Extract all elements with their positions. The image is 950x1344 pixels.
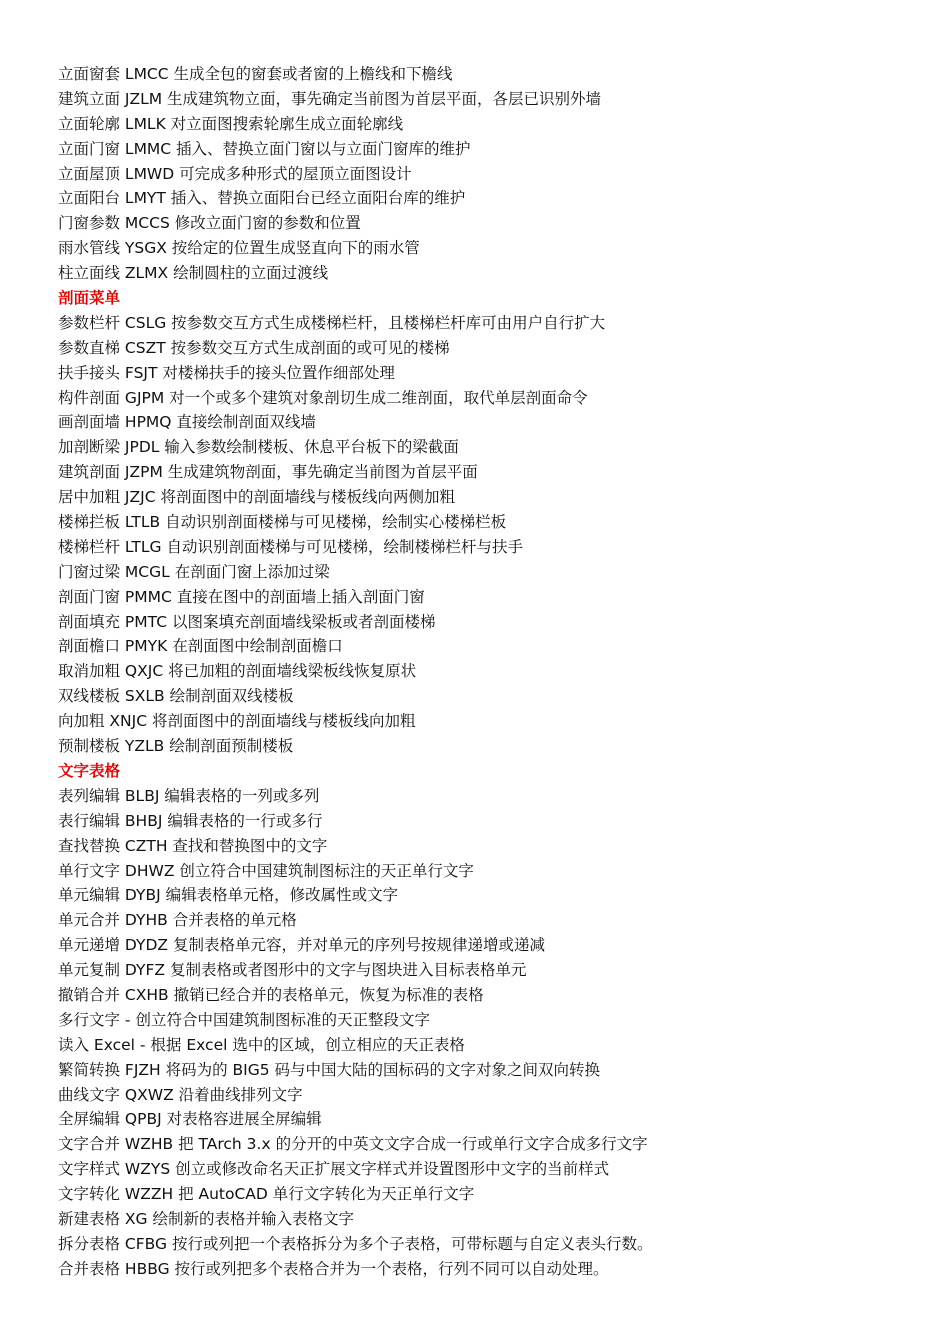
list-item: 单元递增 DYDZ 复制表格单元容，并对单元的序列号按规律递增或递减 bbox=[58, 936, 545, 955]
list-item: 多行文字 - 创立符合中国建筑制图标准的天正整段文字 bbox=[58, 1010, 430, 1029]
list-item: 参数栏杆 CSLG 按参数交互方式生成楼梯栏杆，且楼梯栏杆库可由用户自行扩大 bbox=[58, 313, 606, 332]
list-item: 向加粗 XNJC 将剖面图中的剖面墙线与楼板线向加粗 bbox=[58, 712, 416, 731]
list-item: 合并表格 HBBG 按行或列把多个表格合并为一个表格，行列不同可以自动处理。 bbox=[58, 1259, 609, 1278]
list-item: 曲线文字 QXWZ 沿着曲线排列文字 bbox=[58, 1085, 303, 1104]
list-item: 立面窗套 LMCC 生成全包的窗套或者窗的上檐线和下檐线 bbox=[58, 65, 453, 83]
list-item: 拆分表格 CFBG 按行或列把一个表格拆分为多个子表格，可带标题与自定义表头行数。 bbox=[58, 1234, 653, 1253]
list-item: 预制楼板 YZLB 绘制剖面预制楼板 bbox=[58, 737, 294, 756]
list-item: 参数直梯 CSZT 按参数交互方式生成剖面的或可见的楼梯 bbox=[58, 338, 450, 357]
list-item: 立面阳台 LMYT 插入、替换立面阳台已经立面阳台库的维护 bbox=[58, 189, 466, 208]
list-item: 雨水管线 YSGX 按给定的位置生成竖直向下的雨水管 bbox=[58, 239, 420, 258]
list-item: 扶手接头 FSJT 对楼梯扶手的接头位置作细部处理 bbox=[58, 363, 395, 382]
list-item: 剖面门窗 PMMC 直接在图中的剖面墙上插入剖面门窗 bbox=[58, 587, 425, 606]
list-item: 双线楼板 SXLB 绘制剖面双线楼板 bbox=[58, 687, 294, 706]
list-item: 立面屋顶 LMWD 可完成多种形式的屋顶立面图设计 bbox=[58, 164, 412, 183]
list-item: 文字转化 WZZH 把 AutoCAD 单行文字转化为天正单行文字 bbox=[58, 1185, 475, 1204]
list-item: 撤销合并 CXHB 撤销已经合并的表格单元，恢复为标准的表格 bbox=[58, 985, 484, 1004]
list-item: 立面轮廓 LMLK 对立面图搜索轮廓生成立面轮廓线 bbox=[58, 114, 404, 133]
section-text-table bbox=[58, 759, 918, 1282]
list-item: 取消加粗 QXJC 将已加粗的剖面墙线梁板线恢复原状 bbox=[58, 662, 417, 681]
list-item: 繁简转换 FJZH 将码为的 BIG5 码与中国大陆的国标码的文字对象之间双向转换 bbox=[58, 1060, 601, 1079]
list-item: 单元合并 DYHB 合并表格的单元格 bbox=[58, 911, 297, 930]
list-item: 查找替换 CZTH 查找和替换图中的文字 bbox=[58, 836, 328, 855]
section-heading: 文字表格 bbox=[58, 761, 121, 780]
list-item: 楼梯拦板 LTLB 自动识别剖面楼梯与可见楼梯，绘制实心楼梯栏板 bbox=[58, 513, 507, 532]
list-item: 居中加粗 JZJC 将剖面图中的剖面墙线与楼板线向两侧加粗 bbox=[58, 488, 455, 507]
list-item: 文字合并 WZHB 把 TArch 3.x 的分开的中英文文字合成一行或单行文字合成多行文字 bbox=[58, 1135, 648, 1154]
list-item: 单元复制 DYFZ 复制表格或者图形中的文字与图块进入目标表格单元 bbox=[58, 961, 527, 980]
list-item: 建筑立面 JZLM 生成建筑物立面，事先确定当前图为首层平面，各层已识别外墙 bbox=[58, 89, 602, 108]
list-item: 立面门窗 LMMC 插入、替换立面门窗以与立面门窗库的维护 bbox=[58, 139, 471, 158]
list-item: 建筑剖面 JZPM 生成建筑物剖面，事先确定当前图为首层平面 bbox=[58, 463, 478, 482]
list-item: 剖面填充 PMTC 以图案填充剖面墙线梁板或者剖面楼梯 bbox=[58, 612, 436, 631]
list-item: 门窗参数 MCCS 修改立面门窗的参数和位置 bbox=[58, 214, 361, 233]
list-item: 加剖断梁 JPDL 输入参数绘制楼板、休息平台板下的梁截面 bbox=[58, 438, 459, 457]
list-item: 单行文字 DHWZ 创立符合中国建筑制图标注的天正单行文字 bbox=[58, 861, 474, 880]
list-item: 构件剖面 GJPM 对一个或多个建筑对象剖切生成二维剖面，取代单层剖面命令 bbox=[58, 388, 588, 407]
list-item: 全屏编辑 QPBJ 对表格容进展全屏编辑 bbox=[58, 1110, 322, 1129]
list-item: 单元编辑 DYBJ 编辑表格单元格，修改属性或文字 bbox=[58, 886, 399, 905]
list-item: 柱立面线 ZLMX 绘制圆柱的立面过渡线 bbox=[58, 264, 329, 283]
section-heading: 剖面菜单 bbox=[58, 289, 121, 308]
section-section-menu bbox=[58, 286, 918, 759]
list-item: 楼梯栏杆 LTLG 自动识别剖面楼梯与可见楼梯，绘制楼梯栏杆与扶手 bbox=[58, 537, 523, 556]
list-item: 新建表格 XG 绘制新的表格并输入表格文字 bbox=[58, 1209, 354, 1228]
section-elevation bbox=[58, 62, 918, 286]
list-item: 剖面檐口 PMYK 在剖面图中绘制剖面檐口 bbox=[58, 637, 343, 656]
list-item: 画剖面墙 HPMQ 直接绘制剖面双线墙 bbox=[58, 413, 316, 432]
list-item: 文字样式 WZYS 创立或修改命名天正扩展文字样式并设置图形中文字的当前样式 bbox=[58, 1160, 610, 1179]
list-item: 读入 Excel - 根据 Excel 选中的区域，创立相应的天正表格 bbox=[58, 1035, 465, 1054]
list-item: 门窗过梁 MCGL 在剖面门窗上添加过梁 bbox=[58, 562, 330, 581]
document-page bbox=[58, 62, 918, 1282]
list-item: 表行编辑 BHBJ 编辑表格的一行或多行 bbox=[58, 811, 323, 830]
list-item: 表列编辑 BLBJ 编辑表格的一列或多列 bbox=[58, 786, 320, 805]
